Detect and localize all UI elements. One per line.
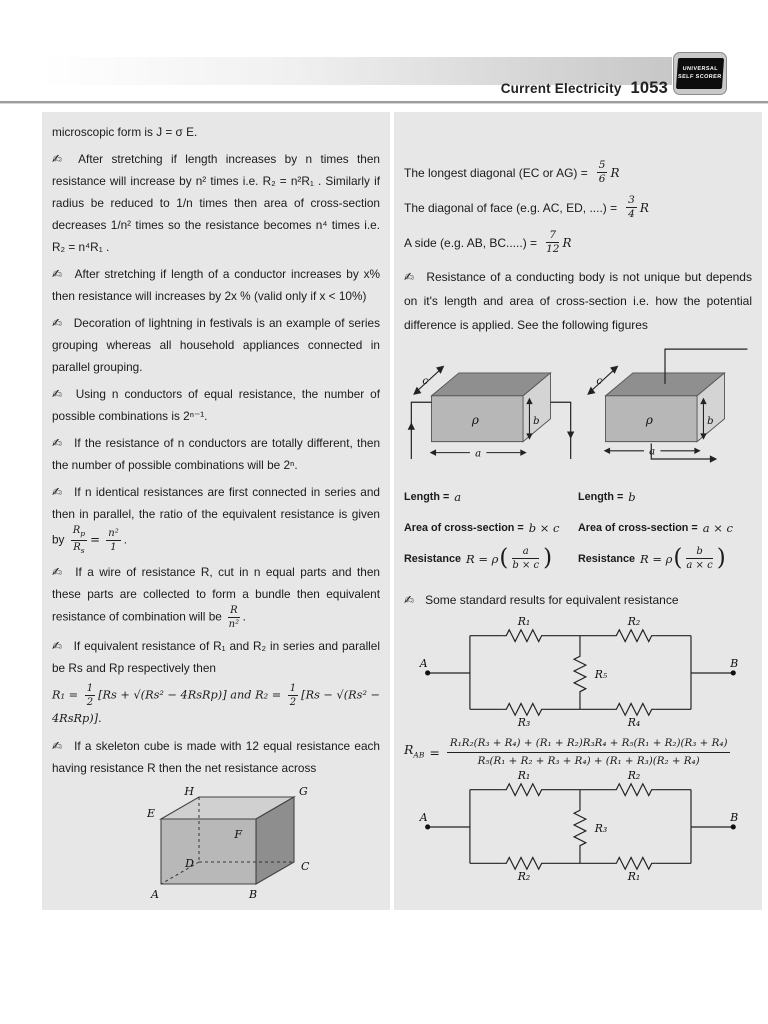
- pen-bullet-icon: ✍: [52, 316, 63, 330]
- resistor-bottom-right: [612, 857, 655, 869]
- cube-vertex-e: E: [146, 807, 155, 820]
- middle-label: R₃: [594, 821, 608, 835]
- chapter-title: Current Electricity: [500, 81, 622, 96]
- page-header: [260, 79, 668, 98]
- right-column: [394, 112, 762, 910]
- intro-line: microscopic form is J = σ E.: [52, 125, 198, 139]
- publisher-logo-plaque: [676, 58, 724, 89]
- fraction-r-n2: $\frac{R}{\text{n²}}$: [228, 605, 240, 630]
- r5-label: R₅: [594, 667, 608, 681]
- bullet-wire-bundle: [52, 561, 380, 630]
- skeleton-cube-svg: [91, 784, 341, 902]
- bullet-text: If a skeleton cube is made with 12 equal resistance each having resistance R then the net resistance across: [52, 739, 380, 775]
- pen-bullet-icon: ✍: [52, 267, 64, 281]
- bullet-stretch-n: [52, 148, 380, 258]
- fraction-3-4: $\frac{3}{4}$: [628, 194, 635, 220]
- c-label: c: [596, 375, 602, 387]
- bullet-text: Some standard results for equivalent resistance: [425, 593, 679, 607]
- bullet-stretch-percent: [52, 263, 380, 307]
- bullet-series-parallel-roots: [52, 635, 380, 730]
- period: .: [242, 609, 246, 624]
- bullet-text: Resistance of a conducting body is not unique but depends on it's length and area of cross-section i.e. how the potential difference is applied. See the following figures: [404, 270, 752, 332]
- r3-label: R₃: [517, 716, 531, 729]
- c-label: c: [422, 375, 428, 387]
- line-suffix: R: [562, 235, 572, 250]
- cube-figure: [52, 784, 380, 909]
- circuit-wires: [428, 636, 734, 710]
- side-line: [404, 230, 752, 255]
- resistivity-label: ρ: [645, 413, 653, 428]
- close-paren: ): [543, 545, 553, 571]
- logo-line-1: UNIVERSAL: [682, 65, 719, 72]
- terminal-a-dot: [425, 824, 430, 829]
- c-dimension-arrow: [417, 369, 441, 391]
- spec-col-right: [578, 481, 752, 574]
- line-text: A side (e.g. AB, BC.....) =: [404, 235, 538, 250]
- arrowhead: [694, 448, 700, 454]
- a-label: a: [475, 448, 482, 460]
- length-row: Length = b: [578, 489, 636, 504]
- arrowhead: [430, 449, 436, 455]
- resistor-r4: [612, 703, 655, 715]
- top-left-label: R₁: [517, 770, 531, 782]
- pen-bullet-icon: ✍: [52, 152, 68, 166]
- terminal-a-label: A: [419, 811, 428, 825]
- b-label: b: [533, 416, 540, 428]
- bullet-conducting-body: [404, 265, 752, 337]
- cube-vertex-d: D: [185, 857, 194, 870]
- pen-bullet-icon: ✍: [52, 739, 64, 753]
- pen-bullet-icon: ✍: [52, 639, 63, 653]
- slab-figure-vertical-current: [578, 341, 752, 469]
- bullet-text: If a wire of resistance R, cut in n equal parts and then these parts are collected to form a bundle then equivalent resistance of combination will be: [52, 565, 380, 624]
- logo-line-2: SELF SCORER: [677, 74, 722, 80]
- resistor-r2: [612, 630, 655, 642]
- period: .: [123, 532, 127, 547]
- fraction-5-6: $\frac{5}{6}$: [598, 159, 606, 185]
- bullet-text: After stretching if length of a conductor increases by x% then resistance will increases by 2x % (valid only if x < 10%): [52, 267, 380, 303]
- terminal-b-label: B: [730, 657, 739, 671]
- open-paren: (: [499, 545, 509, 571]
- resistor-top-left: [502, 784, 545, 796]
- bullet-skeleton-cube: [52, 735, 380, 779]
- equals-sign: =: [90, 532, 100, 547]
- close-paren: ): [716, 545, 726, 571]
- length-row: Length = a: [404, 489, 462, 504]
- line-suffix: R: [639, 200, 649, 215]
- rab-fraction: $\frac{\text{R₁R₂(R₃ + R₄) + (R₁ + R₂)R₃R₄ + R₅(R₁ + R₂)(R₃ + R₄)}}{\text{R₅(R₁ + R₂ + R₃ + R₄) + (R₁ + R₃)(R₂ + R₄)}}$: [447, 737, 731, 768]
- bullet-combinations-different: [52, 432, 380, 476]
- cube-vertex-g: G: [299, 785, 308, 798]
- area-row: Area of cross-section = b × c: [404, 520, 560, 535]
- pen-bullet-icon: ✍: [52, 565, 65, 579]
- resistor-r1: [502, 630, 545, 642]
- terminal-b-dot: [731, 670, 736, 675]
- fraction-7-12: $\frac{7}{12}$: [546, 229, 560, 255]
- terminal-a-label: A: [419, 657, 428, 671]
- terminal-b-label: B: [730, 811, 739, 825]
- top-right-label: R₂: [627, 770, 641, 782]
- quadratic-roots-formula: R₁ = $\frac{1}{2}$ [Rs + √(Rs² − 4RsRp)] and R₂ = $\frac{1}{2}$ [Rs − √(Rs² − 4RsRp)].: [52, 683, 381, 725]
- fraction-half: $\frac{1}{2}$: [86, 683, 94, 708]
- arrowhead: [604, 448, 610, 454]
- spec-col-left: [404, 481, 578, 574]
- cube-vertex-b: B: [248, 888, 258, 901]
- bullet-text: If n identical resistances are first connected in series and then in parallel, the ratio of the equivalent resistance is given by: [52, 485, 380, 547]
- terminal-b-dot: [731, 824, 736, 829]
- header-rule: [0, 101, 768, 104]
- bullet-lightning: [52, 312, 380, 378]
- bridge-circuit-1: [404, 616, 752, 729]
- current-arrow-down: [567, 432, 574, 439]
- line-text: The longest diagonal (EC or AG) =: [404, 165, 588, 180]
- slab-figure-horizontal-current: [404, 341, 578, 469]
- face-diagonal-line: [404, 195, 752, 220]
- resistor-middle: [574, 806, 586, 849]
- equals-sign: =: [429, 744, 440, 760]
- bridge-circuit-2: [404, 770, 752, 883]
- fraction-a-bc: $\frac{a}{b \times c}$: [512, 546, 540, 571]
- cube-vertex-h: H: [184, 785, 194, 798]
- c-dimension-arrow: [591, 369, 615, 391]
- bullet-text: Using n conductors of equal resistance, the number of possible combinations is 2ⁿ⁻¹.: [52, 387, 380, 423]
- cube-vertex-c: C: [301, 860, 310, 873]
- resistance-row: Resistance R = ρ ( $\frac{b}{a \times c}$ ): [578, 545, 726, 571]
- bottom-left-label: R₂: [517, 870, 531, 883]
- r2-label: R₂: [627, 616, 641, 628]
- current-arrow-up: [408, 422, 415, 429]
- resistor-top-right: [612, 784, 655, 796]
- current-arrow-right: [710, 455, 717, 462]
- slab-figures: [404, 341, 752, 469]
- line-text: The diagonal of face (e.g. AC, ED, ....) =: [404, 200, 618, 215]
- longest-diagonal-line: [404, 160, 752, 185]
- fraction-n2-1: $\frac{\text{n²}}{1}$: [108, 528, 119, 553]
- publisher-logo: [673, 52, 727, 95]
- bullet-text: After stretching if length increases by n times then resistance will increase by n² times i.e. R₂ = n²R₁ . Similarly if radius be reduced to 1/n times then area of cross-section decreases 1/n² times so the resistance becomes n⁴ times i.e. R₂ = n⁴R₁ .: [52, 152, 380, 254]
- resistor-r3: [502, 703, 545, 715]
- pen-bullet-icon: ✍: [52, 485, 64, 499]
- pen-bullet-icon: ✍: [404, 593, 415, 607]
- cube-vertex-f: F: [234, 828, 242, 841]
- bullet-text: If equivalent resistance of R₁ and R₂ in series and parallel be Rs and Rp respectively then: [52, 639, 380, 675]
- bullet-series-parallel-ratio: [52, 481, 380, 556]
- terminal-a-dot: [425, 670, 430, 675]
- resistivity-label: ρ: [471, 413, 479, 428]
- bullet-text: Decoration of lightning in festivals is an example of series grouping whereas all household appliances connected in parallel grouping.: [52, 316, 380, 374]
- arrowhead: [520, 449, 526, 455]
- cube-vertex-a: A: [151, 888, 159, 901]
- resistance-row: Resistance R = ρ ( $\frac{a}{b \times c}$ ): [404, 545, 553, 571]
- bullet-standard-results: [404, 588, 752, 612]
- pen-bullet-icon: ✍: [52, 387, 65, 401]
- resistor-r5: [574, 652, 586, 695]
- bullet-combinations-equal: [52, 383, 380, 427]
- area-row: Area of cross-section = a × c: [578, 520, 733, 535]
- pen-bullet-icon: ✍: [52, 436, 64, 450]
- line-suffix: R: [610, 165, 620, 180]
- fraction-b-ac: $\frac{b}{a \times c}$: [686, 546, 713, 571]
- circuit-wires: [428, 790, 734, 864]
- slab-spec-table: [404, 481, 752, 574]
- rab-lhs: $R_{AB}$: [404, 741, 425, 760]
- b-label: b: [707, 416, 714, 428]
- pen-bullet-icon: ✍: [404, 270, 416, 284]
- left-column: [42, 112, 390, 910]
- fraction-half: $\frac{1}{2}$: [289, 683, 297, 708]
- r1-label: R₁: [517, 616, 531, 628]
- bottom-right-label: R₁: [627, 870, 641, 883]
- rab-formula: [404, 737, 752, 768]
- bullet-text: If the resistance of n conductors are totally different, then the number of possible combinations will be 2ⁿ.: [52, 436, 381, 472]
- fraction-rp-rs: $\frac{R_p}{R_s}$: [72, 525, 86, 555]
- a-label: a: [649, 446, 656, 458]
- open-paren: (: [673, 545, 683, 571]
- resistor-bottom-left: [502, 857, 545, 869]
- page-number: 1053: [630, 79, 668, 97]
- r4-label: R₄: [627, 716, 641, 729]
